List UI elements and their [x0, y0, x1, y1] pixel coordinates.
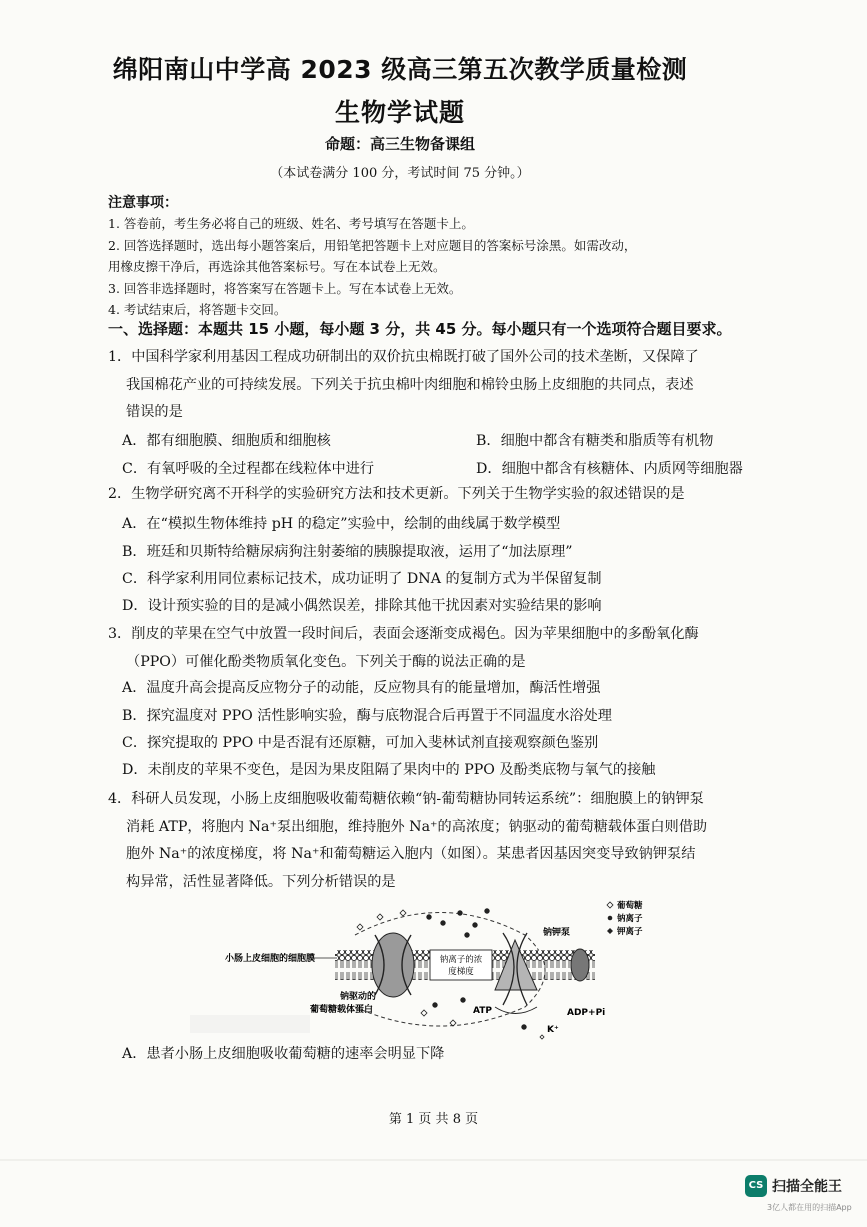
question-stem-line: （PPO）可催化酚类物质氧化变色。下列关于酶的说法正确的是	[126, 653, 526, 670]
question-stem-line: 构异常，活性显著降低。下列分析错误的是	[126, 873, 396, 890]
gradient-label-2: 度梯度	[448, 967, 474, 977]
notice-title: 注意事项：	[108, 195, 178, 211]
notice-list	[108, 213, 778, 321]
question-3-option-a: A．温度升高会提高反应物分子的动能，反应物具有的能量增加，酶活性增强	[122, 680, 601, 696]
question-1-option-a: A．都有细胞膜、细胞质和细胞核	[122, 433, 331, 449]
question-4-option-a: A．患者小肠上皮细胞吸收葡萄糖的速率会明显下降	[122, 1046, 445, 1062]
exam-note: （本试卷满分 100 分，考试时间 75 分钟。）	[270, 166, 530, 181]
question-2-option-a: A．在“模拟生物体维持 pH 的稳定”实验中，绘制的曲线属于数学模型	[122, 516, 561, 532]
camscanner-logo-icon: CS	[745, 1175, 767, 1197]
question-stem-line: 3．削皮的苹果在空气中放置一段时间后，表面会逐渐变成褐色。因为苹果细胞中的多酚氧化酶	[108, 626, 699, 642]
question-2	[108, 481, 788, 509]
sodium-icon	[608, 916, 613, 921]
question-1-option-c: C．有氧呼吸的全过程都在线粒体中进行	[122, 461, 375, 477]
question-3-option-d: D．未削皮的苹果不变色，是因为果皮阻隔了果肉中的 PPO 及酚类底物与氧气的接触	[122, 762, 656, 778]
notice-line: 2. 回答选择题时，选出每小题答案后，用铅笔把答题卡上对应题目的答案标号涂黑。如需改动，	[108, 237, 637, 253]
notice-line: 1. 答卷前，考生务必将自己的班级、姓名、考号填写在答题卡上。	[108, 216, 474, 231]
question-1	[108, 344, 788, 427]
question-2-option-b: B．班廷和贝斯特给糖尿病狗注射萎缩的胰腺提取液，运用了“加法原理”	[122, 544, 573, 560]
exam-setter: 命题：高三生物备课组	[324, 135, 475, 153]
adp-label: ADP+Pi	[567, 1008, 606, 1018]
question-stem-line: 胞外 Na⁺的浓度梯度，将 Na⁺和葡萄糖运入胞内（如图）。某患者因基因突变导致钠钾泵结	[126, 846, 696, 862]
page-number: 第 1 页 共 8 页	[388, 1112, 479, 1127]
carrier-label-1: 钠驱动的	[340, 992, 377, 1002]
question-stem-line: 消耗 ATP，将胞内 Na⁺泵出细胞，维持胞外 Na⁺的高浓度；钠驱动的葡萄糖载体蛋白则借助	[126, 818, 708, 835]
potassium-label: K⁺	[547, 1025, 559, 1035]
atp-label: ATP	[473, 1006, 493, 1016]
legend	[607, 900, 643, 937]
potassium-icon	[607, 928, 613, 934]
exam-subject-title: 生物学试题	[334, 98, 465, 127]
question-1-option-b: B．细胞中都含有糖类和脂质等有机物	[476, 433, 714, 449]
notice-line: 用橡皮擦干净后，再选涂其他答案标号。写在本试卷上无效。	[108, 259, 446, 274]
question-stem-line: 1．中国科学家利用基因工程成功研制出的双价抗虫棉既打破了国外公司的技术垄断，又保障了	[108, 349, 699, 365]
transport-diagram	[225, 895, 670, 1050]
membrane-label: 小肠上皮细胞的细胞膜	[225, 954, 316, 964]
question-stem-line: 错误的是	[126, 404, 183, 420]
question-stem-line: 4．科研人员发现，小肠上皮细胞吸收葡萄糖依赖“钠-葡萄糖协同转运系统”：细胞膜上的钠钾泵	[108, 791, 704, 807]
glucose-icon	[607, 902, 613, 908]
question-1-option-d: D．细胞中都含有核糖体、内质网等细胞器	[476, 461, 743, 477]
notice-line: 3. 回答非选择题时，将答案写在答题卡上。写在本试卷上无效。	[108, 280, 462, 296]
question-2-option-d: D．设计预实验的目的是减小偶然误差，排除其他干扰因素对实验结果的影响	[122, 598, 602, 614]
question-3-option-c: C．探究提取的 PPO 中是否混有还原糖，可加入斐林试剂直接观察颜色鉴别	[122, 735, 599, 751]
camscanner-tagline: 3亿人都在用的扫描App	[767, 1203, 852, 1212]
question-2-option-c: C．科学家利用同位素标记技术，成功证明了 DNA 的复制方式为半保留复制	[122, 571, 602, 587]
question-4	[108, 786, 788, 896]
question-stem-line: 2．生物学研究离不开科学的实验研究方法和技术更新。下列关于生物学实验的叙述错误的是	[108, 486, 685, 502]
gradient-label-1: 钠离子的浓	[439, 955, 483, 965]
notice-line: 4. 考试结束后，将答题卡交回。	[108, 302, 287, 317]
pump-label: 钠钾泵	[543, 928, 571, 938]
camscanner-name: 扫描全能王	[772, 1179, 842, 1195]
legend-potassium: 钾离子	[617, 927, 643, 937]
carrier-label-2: 葡萄糖载体蛋白	[310, 1005, 374, 1015]
legend-glucose: 葡萄糖	[617, 901, 643, 911]
question-3-option-b: B．探究温度对 PPO 活性影响实验，酶与底物混合后再置于不同温度水浴处理	[122, 708, 612, 724]
section-title: 一、选择题：本题共 15 小题，每小题 3 分，共 45 分。每小题只有一个选项符合题目要求。	[108, 320, 732, 338]
question-stem-line: 我国棉花产业的可持续发展。下列关于抗虫棉叶肉细胞和棉铃虫肠上皮细胞的共同点，表述	[126, 376, 694, 393]
question-3	[108, 621, 788, 676]
exam-title: 绵阳南山中学高 2023 级高三第五次教学质量检测	[112, 55, 688, 84]
legend-sodium: 钠离子	[617, 914, 643, 924]
